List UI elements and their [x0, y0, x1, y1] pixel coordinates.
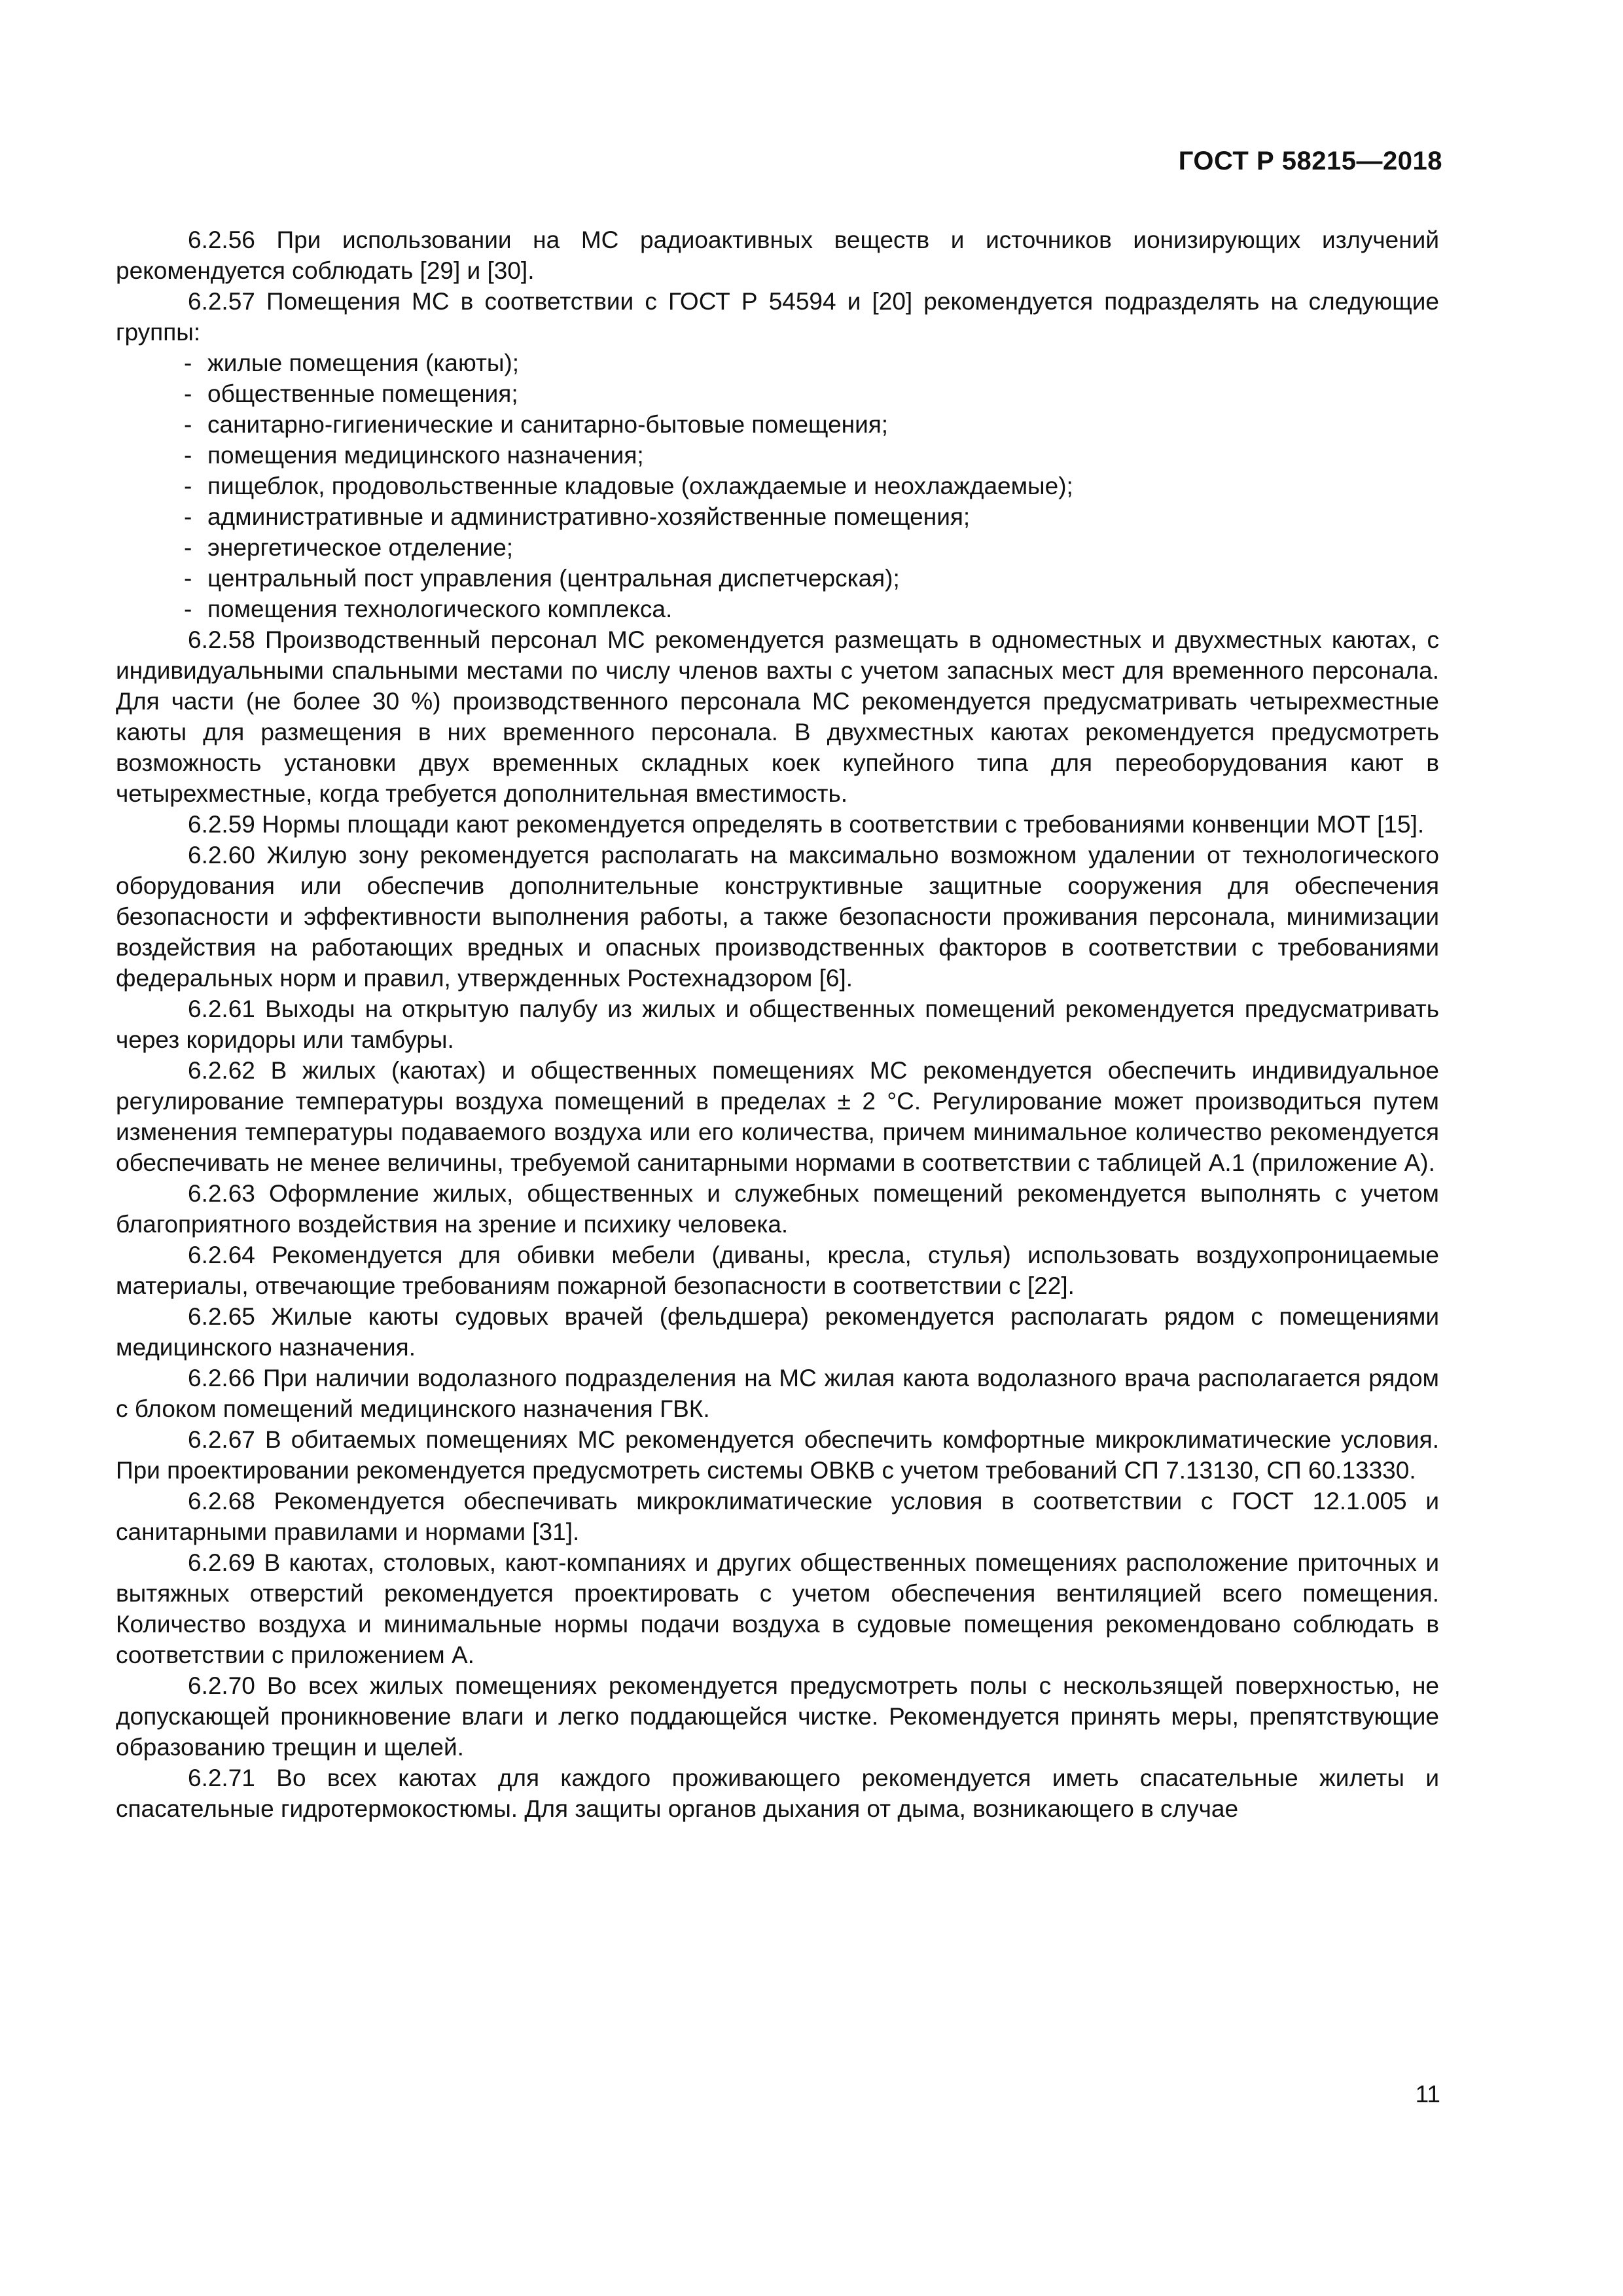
paragraph-6-2-63: 6.2.63 Оформление жилых, общественных и служебных помещений рекомендуется выполнять с учетом благоприятного воздействия на зрение и психику человека. — [116, 1180, 1439, 1238]
list-bullet: - — [184, 565, 192, 592]
list-item: - помещения медицинского назначения; — [116, 440, 1439, 471]
paragraph-6-2-59: 6.2.59 Нормы площади кают рекомендуется определять в соответствии с требованиями конвенции МОТ [15]. — [188, 811, 1425, 838]
paragraph-6-2-69: 6.2.69 В каютах, столовых, кают-компаниях и других общественных помещениях расположение приточных и вытяжных отверстий рекомендуется проектировать с учетом обеспечения вентиляцией всего помещения. Количество воздуха и минимальные нормы подачи воздуха в судовые помещения рекомендовано соблюдать в соответствии с приложением А. — [116, 1549, 1439, 1668]
paragraph-6-2-65: 6.2.65 Жилые каюты судовых врачей (фельдшера) рекомендуется располагать рядом с помещениями медицинского назначения. — [116, 1303, 1439, 1361]
list-bullet: - — [184, 411, 192, 438]
list-item: - санитарно-гигиенические и санитарно-бытовые помещения; — [116, 409, 1439, 440]
list-bullet: - — [184, 503, 192, 530]
paragraph-6-2-57: 6.2.57 Помещения МС в соответствии с ГОСТ Р 54594 и [20] рекомендуется подразделять на следующие группы: — [116, 288, 1439, 346]
page-number: 11 — [1415, 2081, 1440, 2108]
list-item: - административные и административно-хозяйственные помещения; — [116, 501, 1439, 532]
paragraph-6-2-64: 6.2.64 Рекомендуется для обивки мебели (диваны, кресла, стулья) использовать воздухопроницаемые материалы, отвечающие требованиям пожарной безопасности в соответствии с [22]. — [116, 1242, 1439, 1299]
list-item: - центральный пост управления (центральная диспетчерская); — [116, 563, 1439, 594]
list-bullet: - — [184, 473, 192, 499]
list-bullet: - — [184, 350, 192, 376]
list-item: - жилые помещения (каюты); — [116, 348, 1439, 378]
list-bullet: - — [184, 380, 192, 407]
list-item: - общественные помещения; — [116, 378, 1439, 409]
paragraph-6-2-70: 6.2.70 Во всех жилых помещениях рекомендуется предусмотреть полы с нескользящей поверхностью, не допускающей проникновение влаги и легко поддающейся чистке. Рекомендуется принять меры, препятствующие образованию трещин и щелей. — [116, 1672, 1439, 1761]
standard-code-header: ГОСТ Р 58215—2018 — [1178, 147, 1442, 175]
list-item: - пищеблок, продовольственные кладовые (охлаждаемые и неохлаждаемые); — [116, 471, 1439, 501]
list-bullet: - — [184, 596, 192, 622]
list-item: - помещения технологического комплекса. — [116, 594, 1439, 624]
paragraph-6-2-56: 6.2.56 При использовании на МС радиоактивных веществ и источников ионизирующих излучений рекомендуется соблюдать [29] и [30]. — [116, 226, 1439, 284]
paragraph-6-2-71: 6.2.71 Во всех каютах для каждого проживающего рекомендуется иметь спасательные жилеты и спасательные гидротермокостюмы. Для защиты органов дыхания от дыма, возникающего в случае — [116, 1765, 1439, 1822]
paragraph-6-2-66: 6.2.66 При наличии водолазного подразделения на МС жилая каюта водолазного врача располагается рядом с блоком помещений медицинского назначения ГВК. — [116, 1365, 1439, 1422]
room-groups-list — [116, 348, 1439, 624]
paragraph-6-2-58: 6.2.58 Производственный персонал МС рекомендуется размещать в одноместных и двухместных каютах, с индивидуальными спальными местами по числу членов вахты с учетом запасных мест для временного персонала. Для части (не более 30 %) производственного персонала МС рекомендуется предусматривать четырехместные каюты для размещения в них временного персонала. В двухместных каютах рекомендуется предусмотреть возможность установки двух временных складных коек купейного типа для переоборудования кают в четырехместные, когда требуется дополнительная вместимость. — [116, 626, 1439, 807]
paragraph-6-2-61: 6.2.61 Выходы на открытую палубу из жилых и общественных помещений рекомендуется предусматривать через коридоры или тамбуры. — [116, 996, 1439, 1053]
paragraph-6-2-60: 6.2.60 Жилую зону рекомендуется располагать на максимально возможном удалении от технологического оборудования или обеспечив дополнительные конструктивные защитные сооружения для обеспечения безопасности и эффективности выполнения работы, а также безопасности проживания персонала, минимизации воздействия на работающих вредных и опасных производственных факторов в соответствии с требованиями федеральных норм и правил, утвержденных Ростехнадзором [6]. — [116, 842, 1439, 992]
paragraph-6-2-62: 6.2.62 В жилых (каютах) и общественных помещениях МС рекомендуется обеспечить индивидуальное регулирование температуры воздуха помещений в пределах ± 2 °С. Регулирование может производиться путем изменения температуры подаваемого воздуха или его количества, причем минимальное количество рекомендуется обеспечивать не менее величины, требуемой санитарными нормами в соответствии с таблицей А.1 (приложение А). — [116, 1057, 1439, 1176]
paragraph-6-2-68: 6.2.68 Рекомендуется обеспечивать микроклиматические условия в соответствии с ГОСТ 12.1.005 и санитарными правилами и нормами [31]. — [116, 1488, 1439, 1545]
paragraph-6-2-67: 6.2.67 В обитаемых помещениях МС рекомендуется обеспечить комфортные микроклиматические условия. При проектировании рекомендуется предусмотреть системы ОВКВ с учетом требований СП 7.13130, СП 60.13330. — [116, 1426, 1439, 1484]
list-item: - энергетическое отделение; — [116, 532, 1439, 563]
list-bullet: - — [184, 442, 192, 469]
list-bullet: - — [184, 534, 192, 561]
document-body — [116, 224, 1439, 1824]
